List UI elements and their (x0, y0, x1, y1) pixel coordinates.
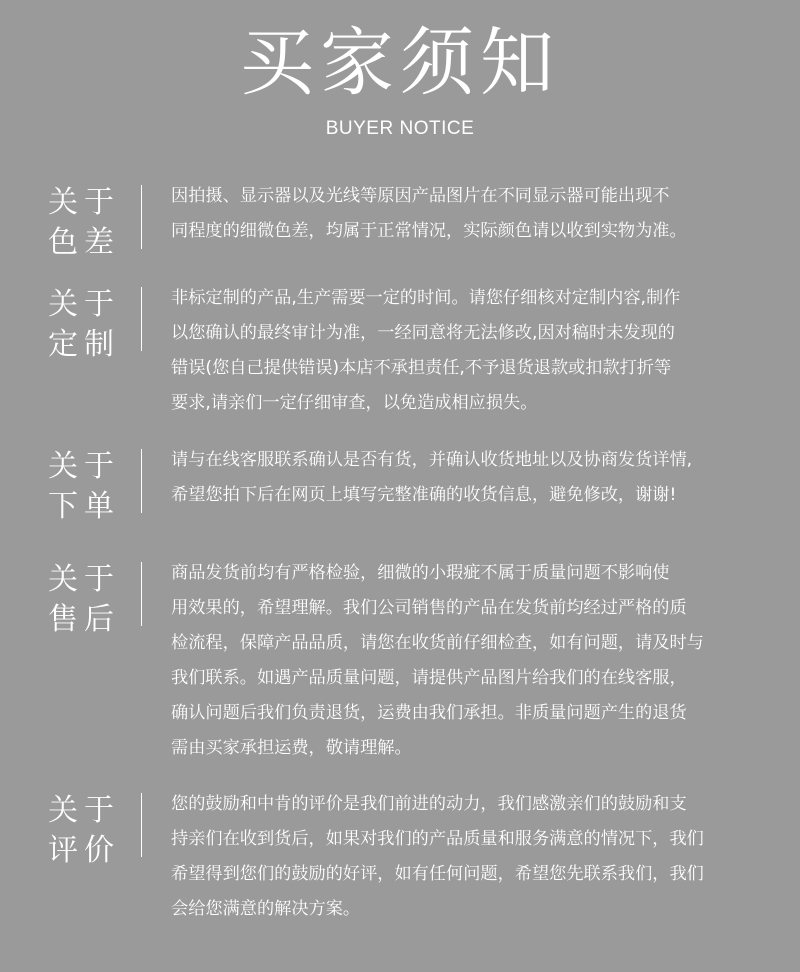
section-label (48, 285, 128, 365)
section-label (48, 560, 128, 640)
text-line: 商品发货前均有严格检验，细微的小瑕疵不属于质量问题不影响使 (171, 563, 670, 583)
text-line: 要求,请亲们一定仔细审查，以免造成相应损失。 (171, 393, 538, 413)
section-label (48, 791, 128, 871)
text-line: 因拍摄、显示器以及光线等原因产品图片在不同显示器可能出现不 (171, 186, 670, 206)
section-text (171, 179, 767, 249)
section-text (171, 556, 767, 766)
section-divider (141, 562, 142, 626)
text-line: 我们联系。如遇产品质量问题，请提供产品图片给我们的在线客服， (171, 668, 687, 688)
section-label-line: 关于 (48, 562, 120, 597)
text-line: 请与在线客服联系确认是否有货，并确认收货地址以及协商发货详情, (171, 450, 693, 470)
text-line: 需由买家承担运费，敬请理解。 (171, 738, 412, 758)
text-line: 错误(您自己提供错误)本店不承担责任,不予退货退款或扣款打折等 (171, 358, 672, 378)
text-line: 持亲们在收到货后，如果对我们的产品质量和服务满意的情况下，我们 (171, 829, 704, 849)
text-line: 检流程，保障产品品质，请您在收货前仔细检查，如有问题，请及时与 (171, 633, 704, 653)
section-label-line: 售后 (48, 602, 120, 637)
section-label-line: 关于 (48, 793, 120, 828)
section-label (48, 447, 128, 527)
section-label-line: 色差 (48, 225, 120, 260)
page-subtitle: BUYER NOTICE (325, 118, 475, 139)
text-line: 确认问题后我们负责退货，运费由我们承担。非质量问题产生的退货 (171, 703, 687, 723)
section-divider (141, 287, 142, 351)
section-label (48, 183, 128, 263)
text-line: 非标定制的产品,生产需要一定的时间。请您仔细核对定制内容,制作 (171, 288, 681, 308)
section-text (171, 787, 767, 927)
text-line: 以您确认的最终审计为准，一经同意将无法修改,因对稿时未发现的 (171, 323, 675, 343)
page-title: 买家须知 (240, 20, 560, 106)
section-label-line: 关于 (48, 185, 120, 220)
text-line: 用效果的，希望理解。我们公司销售的产品在发货前均经过严格的质 (171, 598, 687, 618)
section-text (171, 281, 767, 421)
section-text (171, 443, 767, 513)
text-line: 希望得到您们的鼓励的好评，如有任何问题，希望您先联系我们，我们 (171, 864, 704, 884)
section-label-line: 定制 (48, 327, 120, 362)
text-line: 您的鼓励和中肯的评价是我们前进的动力，我们感激亲们的鼓励和支 (171, 794, 687, 814)
section-divider (141, 449, 142, 513)
section-label-line: 下单 (48, 489, 120, 524)
text-line: 希望您拍下后在网页上填写完整准确的收货信息，避免修改，谢谢! (171, 485, 677, 505)
section-label-line: 评价 (48, 833, 120, 868)
section-divider (141, 793, 142, 857)
section-divider (141, 185, 142, 249)
section-label-line: 关于 (48, 287, 120, 322)
text-line: 同程度的细微色差，均属于正常情况，实际颜色请以收到实物为准。 (171, 221, 687, 241)
section-label-line: 关于 (48, 449, 120, 484)
text-line: 会给您满意的解决方案。 (171, 899, 361, 919)
